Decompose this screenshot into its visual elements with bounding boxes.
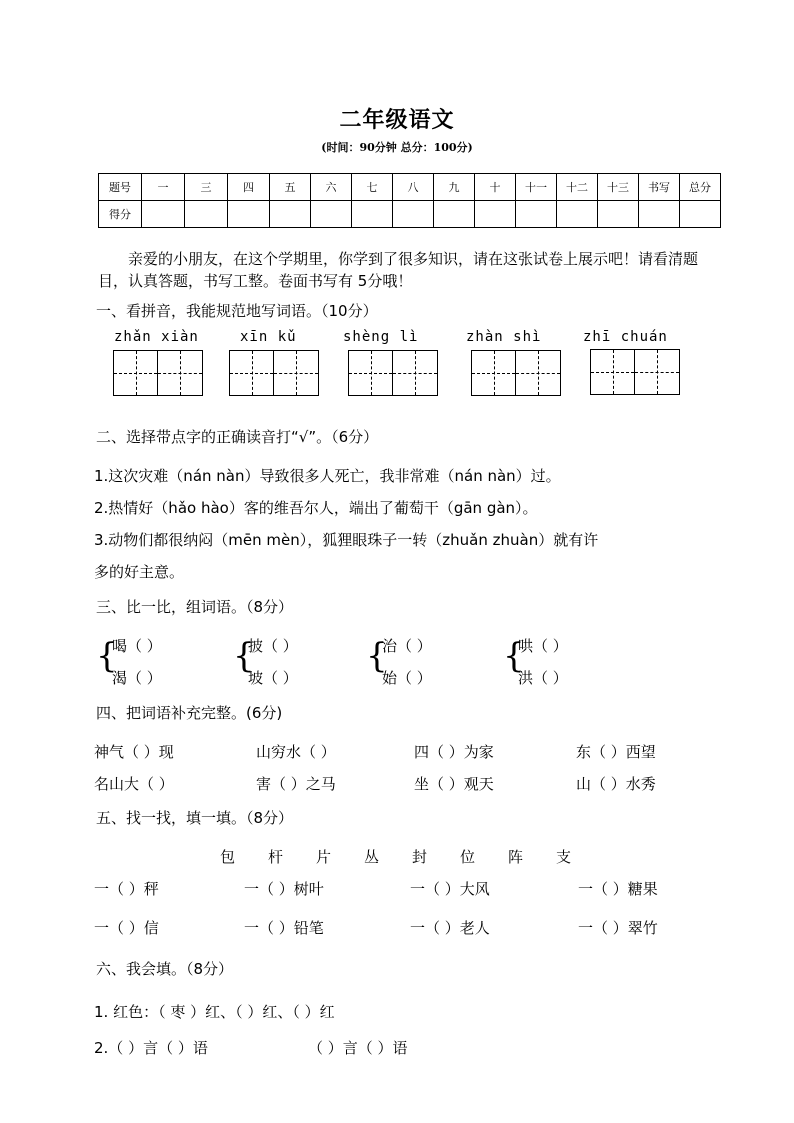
writing-grid[interactable]	[113, 350, 203, 396]
word-pair-item: 始（ ）	[382, 669, 432, 687]
measure-word-item: 一（ ）糖果	[578, 880, 658, 898]
col-header: 五	[270, 174, 311, 201]
idiom-item: 神气（ ）现	[94, 743, 174, 761]
intro-text: 亲爱的小朋友，在这个学期里，你学到了很多知识，请在这张试卷上展示吧！请看清题目，认真答题，书写工整。卷面书写有 5分哦！	[98, 250, 699, 290]
word-pair-item: 喝（ ）	[112, 637, 162, 655]
idiom-item: 山穷水（ ）	[256, 743, 336, 761]
brace-icon: {	[366, 636, 388, 676]
measure-word-item: 一（ ）大风	[410, 880, 490, 898]
measure-word-item: 一（ ）秤	[94, 880, 159, 898]
idiom-item: 四（ ）为家	[414, 743, 494, 761]
measure-word-item: 一（ ）老人	[410, 919, 490, 937]
fill-line: 2.（ ）言（ ）语	[94, 1039, 208, 1057]
word-pair-item: 洪（ ）	[518, 669, 568, 687]
score-cell[interactable]	[639, 201, 680, 228]
section-2-heading: 二、选择带点字的正确读音打“√”。（6分）	[96, 428, 379, 446]
idiom-item: 山（ ）水秀	[576, 775, 656, 793]
col-header: 六	[311, 174, 352, 201]
score-cell[interactable]	[393, 201, 434, 228]
word-bank-item: 支	[556, 848, 572, 866]
word-bank-item: 封	[412, 848, 428, 866]
col-header: 书写	[639, 174, 680, 201]
score-cell[interactable]	[598, 201, 639, 228]
score-cell[interactable]	[352, 201, 393, 228]
word-pair-item: 治（ ）	[382, 637, 432, 655]
section-6-heading: 六、我会填。（8分）	[96, 960, 234, 978]
writing-grid[interactable]	[348, 350, 438, 396]
question-line: 1.这次灾难（nán nàn）导致很多人死亡，我非常难（nán nàn）过。	[94, 467, 561, 485]
word-bank-item: 包	[220, 848, 236, 866]
fill-line: 1. 红色：（ 枣 ）红、（ ）红、（ ）红	[94, 1003, 335, 1021]
score-cell[interactable]	[142, 201, 185, 228]
col-header: 一	[142, 174, 185, 201]
col-header: 十三	[598, 174, 639, 201]
col-header: 十二	[557, 174, 598, 201]
word-pair-item: 渴（ ）	[112, 669, 162, 687]
exam-info: (时间：90分钟 总分：100分)	[321, 141, 473, 154]
writing-grid[interactable]	[229, 350, 319, 396]
col-header: 十	[475, 174, 516, 201]
section-1-heading: 一、看拼音，我能规范地写词语。（10分）	[96, 302, 378, 320]
pinyin-label: zhī chuán	[583, 329, 668, 345]
word-bank-item: 片	[316, 848, 332, 866]
score-table	[98, 173, 721, 228]
header-label: 题号	[99, 174, 142, 201]
section-3-heading: 三、比一比，组词语。（8分）	[96, 598, 294, 616]
score-cell[interactable]	[270, 201, 311, 228]
word-pair-item: 哄（ ）	[518, 637, 568, 655]
word-bank-item: 丛	[364, 848, 380, 866]
score-cell[interactable]	[516, 201, 557, 228]
measure-word-item: 一（ ）翠竹	[578, 919, 658, 937]
brace-icon: {	[233, 636, 255, 676]
score-row	[99, 201, 721, 228]
idiom-item: 东（ ）西望	[576, 743, 656, 761]
row-label: 得分	[99, 201, 142, 228]
col-header: 九	[434, 174, 475, 201]
col-header: 八	[393, 174, 434, 201]
pinyin-label: zhǎn xiàn	[114, 329, 199, 345]
section-5-heading: 五、找一找，填一填。（8分）	[96, 809, 294, 827]
question-line: 多的好主意。	[94, 563, 185, 581]
question-line: 3.动物们都很纳闷（mēn mèn），狐狸眼珠子一转（zhuǎn zhuàn）就有许	[94, 531, 599, 549]
score-cell[interactable]	[311, 201, 352, 228]
page-title: 二年级语文	[339, 107, 455, 133]
pinyin-label: shèng lì	[343, 329, 419, 345]
measure-word-item: 一（ ）树叶	[244, 880, 324, 898]
score-cell[interactable]	[680, 201, 721, 228]
measure-word-item: 一（ ）铅笔	[244, 919, 324, 937]
pinyin-label: zhàn shì	[466, 329, 542, 345]
word-bank-item: 位	[460, 848, 476, 866]
score-cell[interactable]	[434, 201, 475, 228]
score-cell[interactable]	[185, 201, 228, 228]
idiom-item: 名山大（ ）	[94, 775, 174, 793]
idiom-item: 坐（ ）观天	[414, 775, 494, 793]
writing-grid[interactable]	[590, 349, 680, 395]
writing-grid[interactable]	[471, 350, 561, 396]
score-cell[interactable]	[228, 201, 270, 228]
col-header: 十一	[516, 174, 557, 201]
score-header-row	[99, 174, 721, 201]
question-line: 2.热情好（hǎo hào）客的维吾尔人，端出了葡萄干（gān gàn）。	[94, 499, 538, 517]
col-header: 四	[228, 174, 270, 201]
pinyin-label: xīn kǔ	[240, 329, 297, 345]
col-header: 总分	[680, 174, 721, 201]
col-header: 三	[185, 174, 228, 201]
score-cell[interactable]	[475, 201, 516, 228]
word-bank-item: 杆	[268, 848, 284, 866]
word-bank-item: 阵	[508, 848, 524, 866]
section-4-heading: 四、把词语补充完整。(6分)	[96, 704, 283, 722]
fill-line: （ ）言（ ）语	[308, 1039, 408, 1057]
word-pair-item: 坡（ ）	[248, 669, 298, 687]
brace-icon: {	[96, 636, 118, 676]
measure-word-item: 一（ ）信	[94, 919, 159, 937]
col-header: 七	[352, 174, 393, 201]
brace-icon: {	[503, 636, 525, 676]
word-pair-item: 披（ ）	[248, 637, 298, 655]
score-cell[interactable]	[557, 201, 598, 228]
idiom-item: 害（ ）之马	[256, 775, 336, 793]
